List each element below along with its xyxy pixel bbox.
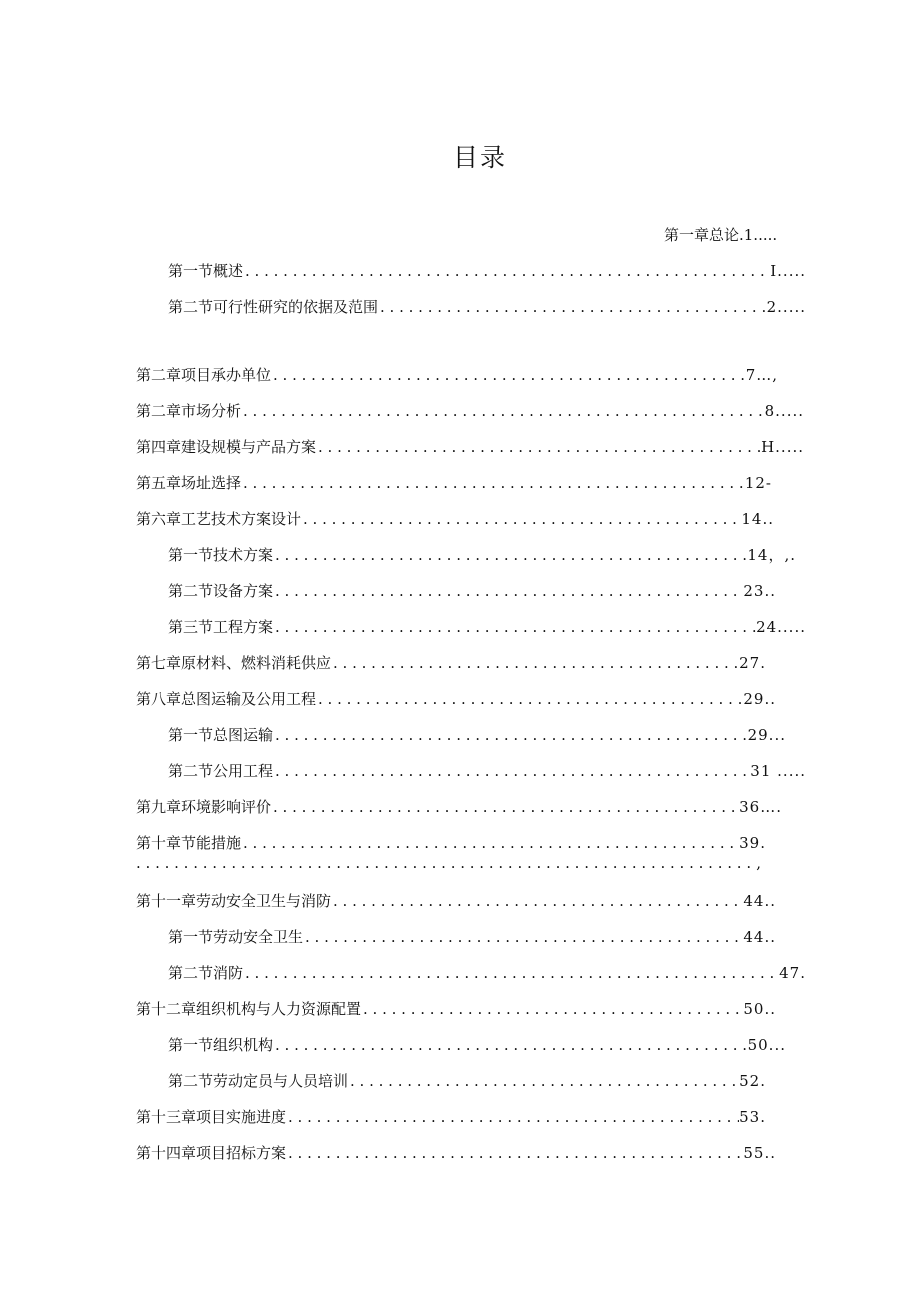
toc-entry-text: 第四章建设规模与产品方案 [136,438,317,456]
toc-entry[interactable] [168,616,806,638]
toc-entry-page: 27. [739,654,766,672]
toc-entry-page: 14，,. [747,546,796,564]
toc-dot-leader [273,544,747,566]
toc-dot-leader [331,890,743,912]
toc-entry-page: 52. [739,1072,766,1090]
toc-dot-leader [243,962,779,984]
toc-entry[interactable] [136,832,766,854]
toc-dot-leader [241,472,745,494]
toc-entry-page: 14.. [741,510,774,528]
toc-entry-text: 第八章总图运输及公用工程 [136,690,317,708]
toc-entry-text: 第二节设备方案 [168,582,274,600]
toc-entry[interactable] [136,508,774,530]
toc-entry-page: 31 ..... [750,762,806,780]
toc-entry-page: 53. [739,1108,766,1126]
toc-entry-text: 第十一章劳动安全卫生与消防 [136,892,332,910]
toc-entry[interactable] [168,544,796,566]
toc-dot-leader [286,1106,739,1128]
toc-entry-text: 第二章项目承办单位 [136,366,272,384]
toc-entry-page: 7…, [745,366,778,384]
toc-dot-leader [348,1070,739,1092]
toc-entry-page: 50... [747,1036,786,1054]
toc-entry[interactable] [136,436,804,458]
toc-entry[interactable] [168,1070,766,1092]
toc-entry-page: 24..... [756,618,806,636]
toc-entry-page: 36…. [739,798,782,816]
toc-entry-text: 第九章环境影响评价 [136,798,272,816]
toc-entry-text: 第一节劳动安全卫生 [168,928,304,946]
toc-entry-text: 第五章场址选择 [136,474,242,492]
toc-entry[interactable] [168,760,806,782]
toc-dot-leader [273,580,743,602]
toc-entry-text: 第二节消防 [168,964,244,982]
toc-entry[interactable] [168,1034,786,1056]
toc-entry-text: 第三节工程方案 [168,618,274,636]
toc-entry[interactable] [168,260,806,282]
toc-entry-text: 第一节组织机构 [168,1036,274,1054]
toc-dot-leader [301,508,741,530]
toc-dot-leader [361,998,743,1020]
toc-dot-leader [286,1142,743,1164]
toc-entry[interactable] [136,796,782,818]
toc-dot-leader [316,436,761,458]
toc-entry-page: 29... [747,726,786,744]
toc-entry-page: 47. [779,964,806,982]
toc-entry-page: 12- [744,474,772,492]
toc-entry-text: 第二节劳动定员与人员培训 [168,1072,349,1090]
toc-entry-text: 第二节公用工程 [168,762,274,780]
toc-dot-leader [271,796,739,818]
toc-entry[interactable] [136,400,804,422]
toc-entry-page: 8..... [764,402,804,420]
toc-dot-leader [378,296,767,318]
toc-entry[interactable] [168,926,776,948]
toc-dot-leader [273,1034,748,1056]
toc-dot-leader [331,652,739,674]
toc-dot-leader [241,400,765,422]
toc-entry-page: 44.. [743,892,776,910]
toc-entry-page: I..... [770,262,806,280]
toc-entry[interactable] [168,296,806,318]
toc-entry-text: 第二章市场分析 [136,402,242,420]
toc-entry-text: 第一章总论.1..... [664,226,778,244]
toc-entry-text: 第一节总图运输 [168,726,274,744]
toc-entry-page: 39. [739,834,766,852]
toc-entry[interactable] [136,472,772,494]
toc-entry[interactable] [168,724,786,746]
toc-entry-text: 第十四章项目招标方案 [136,1144,287,1162]
toc-entry-page: 2..... [766,298,806,316]
toc-entry-text: 第二节可行性研究的依据及范围 [168,298,379,316]
toc-dot-leader [273,616,756,638]
toc-dot-leader [273,724,748,746]
toc-entry-text: 第一节概述 [168,262,244,280]
toc-entry[interactable] [136,364,778,386]
toc-entry[interactable] [136,688,776,710]
toc-dot-leader-line [136,852,761,874]
toc-entry[interactable] [168,962,806,984]
toc-entry-chapter-1[interactable] [664,224,824,246]
toc-entry-text: 第六章工艺技术方案设计 [136,510,302,528]
toc-entry[interactable] [168,580,776,602]
toc-dot-leader [241,832,739,854]
toc-entry[interactable] [136,998,776,1020]
toc-dot-leader [273,760,750,782]
toc-entry-text: 第十二章组织机构与人力资源配置 [136,1000,362,1018]
toc-entry[interactable] [136,652,766,674]
toc-dot-leader [243,260,770,282]
toc-entry[interactable] [136,890,776,912]
toc-dot-leader-suffix: . . . , [756,854,761,872]
toc-entry-text: 第十章节能措施 [136,834,242,852]
toc-entry-text: 第一节技术方案 [168,546,274,564]
toc-entry[interactable] [136,1106,766,1128]
toc-entry-page: H..... [761,438,804,456]
toc-entry-page: 29.. [743,690,776,708]
toc-title: 目录 [452,143,507,172]
toc-entry-page: 50.. [743,1000,776,1018]
toc-entry-text: 第七章原材料、燃料消耗供应 [136,654,332,672]
toc-entry-page: 23.. [743,582,776,600]
toc-dot-leader [271,364,746,386]
toc-entry-text: 第十三章项目实施进度 [136,1108,287,1126]
toc-entry-page: 55.. [743,1144,776,1162]
toc-entry[interactable] [136,1142,776,1164]
toc-dot-leader [316,688,743,710]
toc-dot-leader [303,926,743,948]
toc-entry-page: 44.. [743,928,776,946]
